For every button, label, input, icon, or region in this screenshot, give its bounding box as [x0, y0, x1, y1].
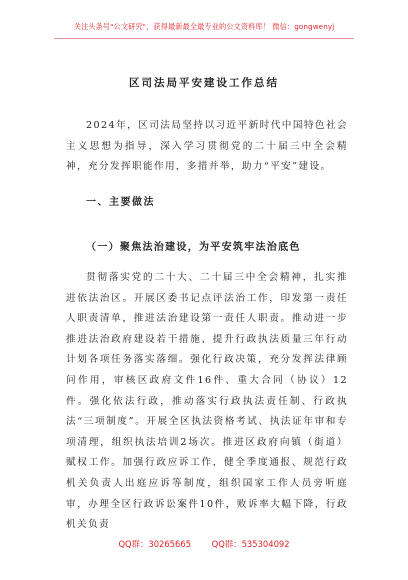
top-promo-banner: 关注头条号"公文研究"，获得最新最全最专业的公文资料库！ 微信：gongwenyj	[73, 22, 335, 31]
qq-group-1: QQ群：30265665	[118, 539, 191, 549]
bottom-promo-banner	[0, 538, 408, 550]
body-paragraph: 贯彻落实党的二十大、二十届三中全会精神，扎实推进依法治区。开展区委书记点评法治工作，印发第一责任人职责清单，推进法治建设第一责任人职责。推动进一步推进法治政府建设若干措施、提升行政执法质量三年行动计划各项任务落实落细。强化行政决策，充分发挥法律顾问作用，审核区政府文件16件、重大合同（协议）12件。强化依法行政，推动落实行政执法责任制、行政执法“三项制度”。开展全区执法资格考试、执法证年审和专项清理，组织执法培训2场次。推进区政府向镇（街道）赋权工作。加强行政应诉工作，健全季度通报、规范行政机关负责人出庭应诉等制度，组织国家工作人员旁听庭审，办理全区行政诉讼案件10件，败诉率大幅下降，行政机关负责	[66, 272, 348, 531]
document-title: 区司法局平安建设工作总结	[129, 77, 279, 89]
qq-group-2: QQ群：535304092	[211, 539, 290, 549]
section-heading: 一、主要做法	[86, 197, 155, 208]
header-divider	[54, 38, 354, 39]
subsection-heading: （一）聚焦法治建设，为平安筑牢法治底色	[86, 242, 301, 253]
intro-paragraph: 2024年，区司法局坚持以习近平新时代中国特色社会主义思想为指导，深入学习贯彻党的二十届三中全会精神，充分发挥职能作用，多措并举，助力“平安”建设。	[66, 120, 348, 173]
